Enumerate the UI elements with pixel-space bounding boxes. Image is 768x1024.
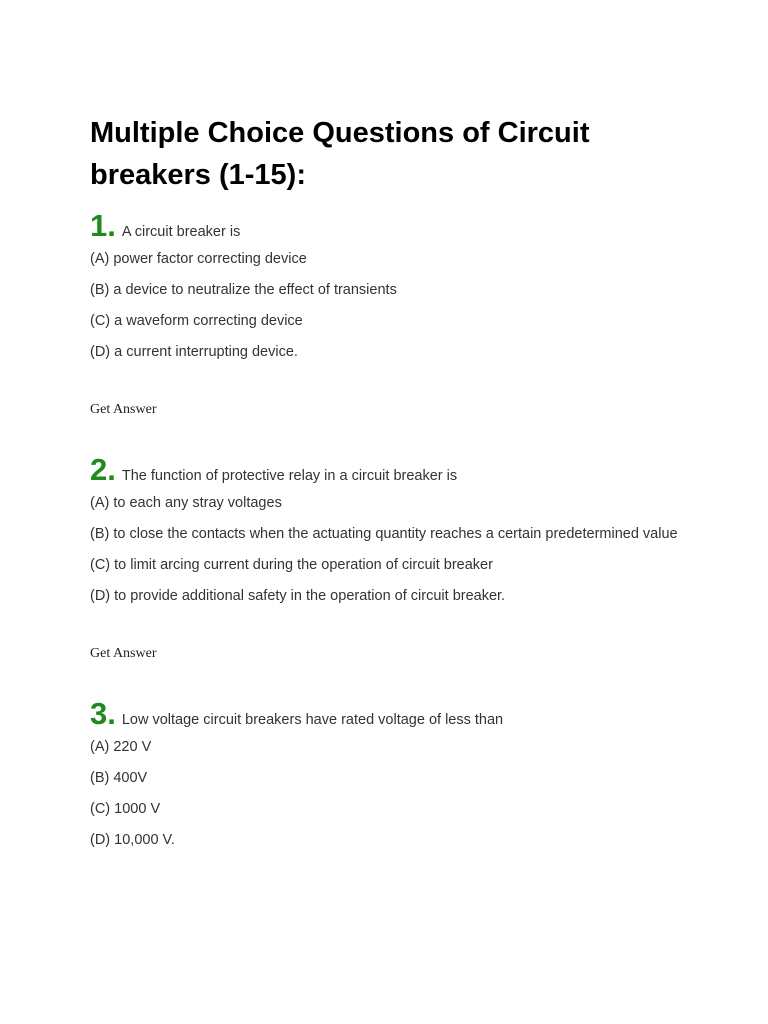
- option-b: (B) 400V: [90, 770, 148, 786]
- option-a: (A) to each any stray voltages: [90, 495, 282, 511]
- option-list: [90, 244, 730, 368]
- option-a: (A) 220 V: [90, 739, 152, 755]
- option-c: (C) 1000 V: [90, 801, 161, 817]
- get-answer-link[interactable]: Get Answer: [90, 402, 157, 417]
- question-number: 3.: [90, 696, 116, 731]
- option-c: (C) to limit arcing current during the operation of circuit breaker: [90, 557, 493, 573]
- question-header: [90, 452, 730, 486]
- question-number: 2.: [90, 452, 116, 487]
- question-1: [90, 208, 730, 418]
- option-d: (D) 10,000 V.: [90, 832, 175, 848]
- option-d: (D) to provide additional safety in the operation of circuit breaker.: [90, 588, 506, 604]
- option-d: (D) a current interrupting device.: [90, 344, 298, 360]
- question-header: [90, 696, 730, 730]
- option-b: (B) a device to neutralize the effect of transients: [90, 282, 397, 298]
- page-title: Multiple Choice Questions of Circuit breakers (1-15):: [90, 117, 590, 191]
- question-2: [90, 452, 730, 662]
- option-list: [90, 732, 730, 856]
- option-a: (A) power factor correcting device: [90, 251, 307, 267]
- document-page: [90, 112, 730, 856]
- get-answer-link[interactable]: Get Answer: [90, 646, 157, 661]
- question-text: The function of protective relay in a circuit breaker is: [121, 468, 458, 484]
- option-list: [90, 488, 730, 612]
- question-3: [90, 696, 730, 856]
- question-text: A circuit breaker is: [121, 224, 241, 240]
- question-number: 1.: [90, 208, 116, 243]
- question-text: Low voltage circuit breakers have rated voltage of less than: [121, 712, 504, 728]
- option-b: (B) to close the contacts when the actuating quantity reaches a certain predetermined value: [90, 526, 678, 542]
- option-c: (C) a waveform correcting device: [90, 313, 303, 329]
- question-header: [90, 208, 730, 242]
